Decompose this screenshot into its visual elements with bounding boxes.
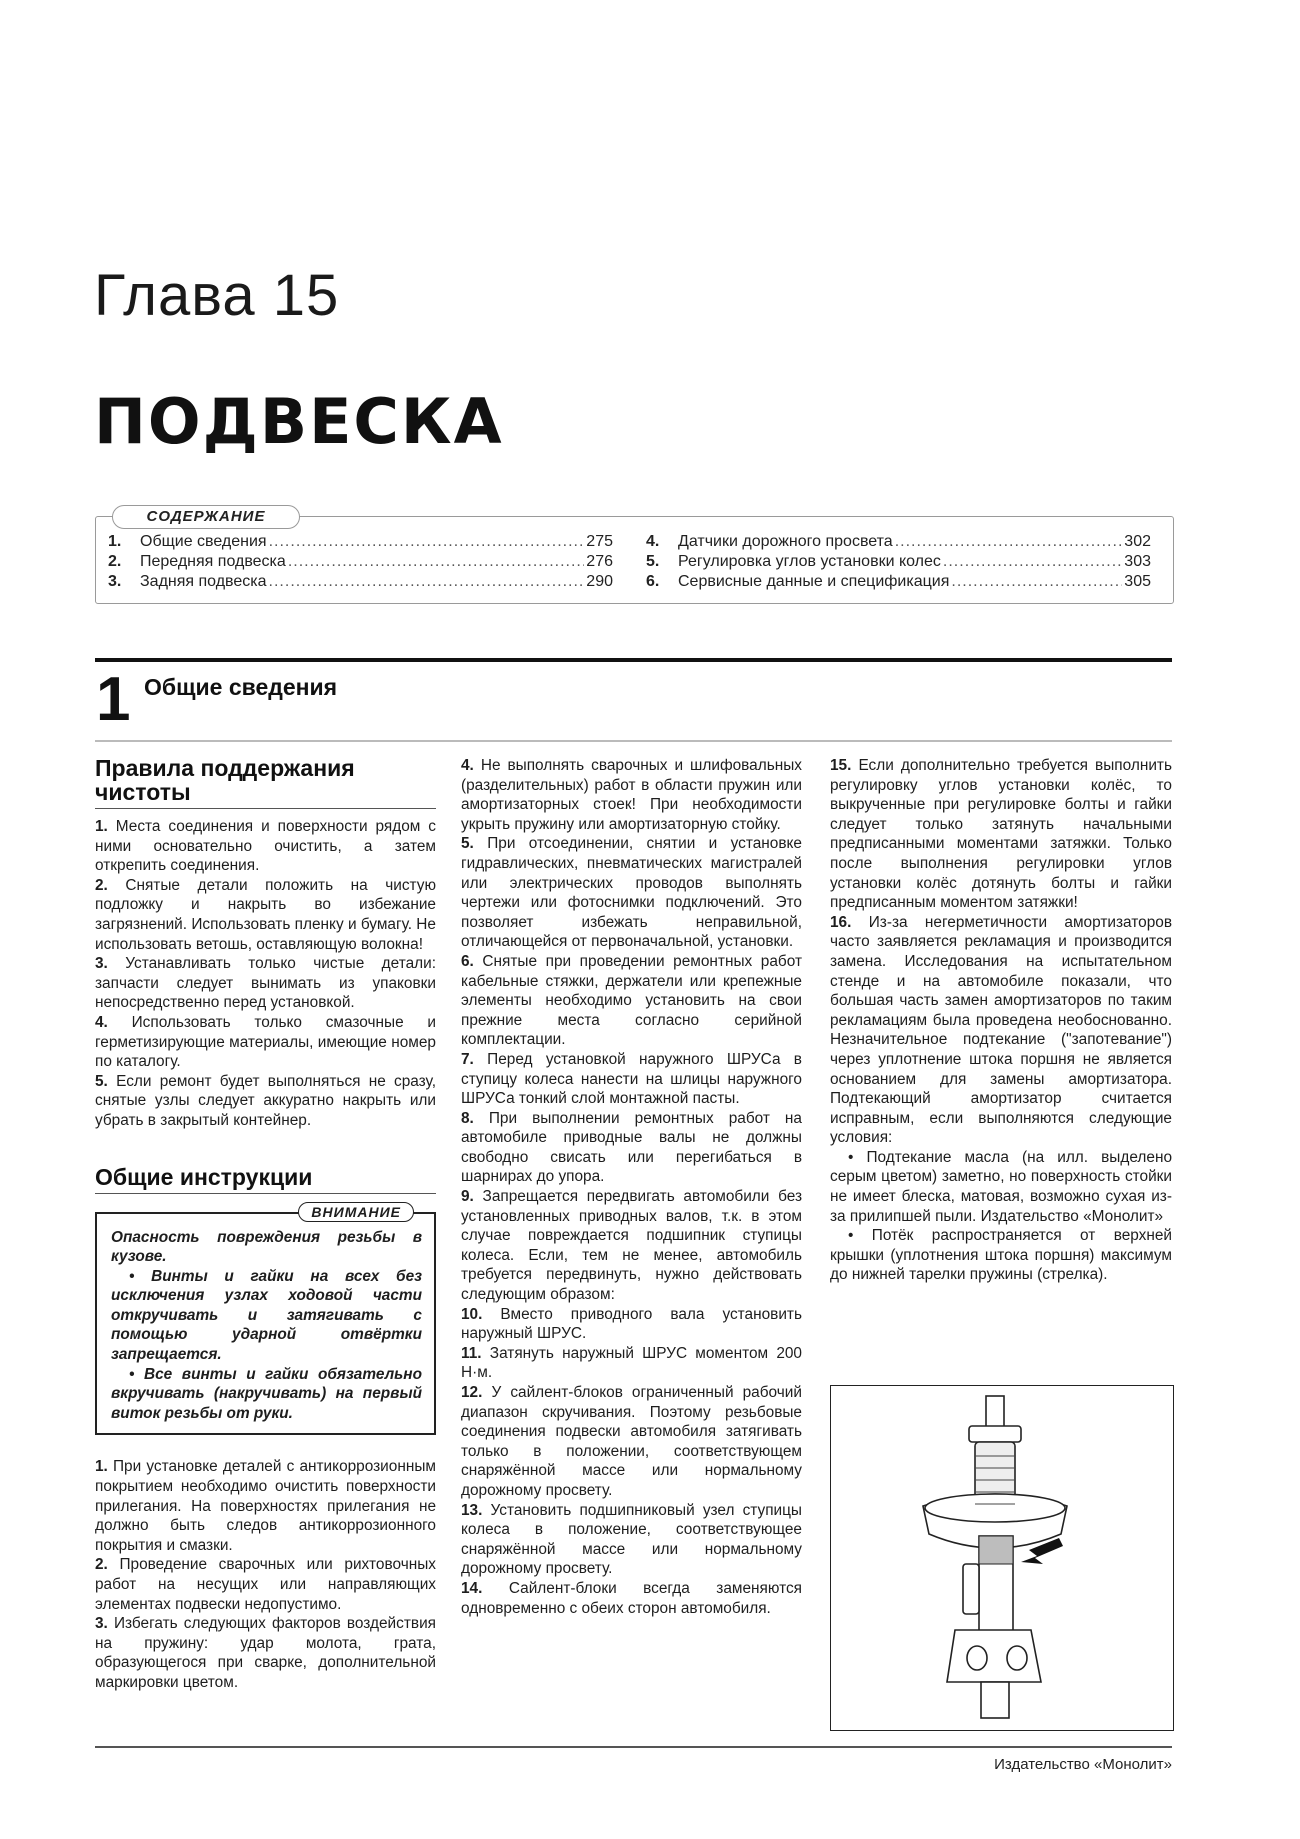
paragraph: 16. Из-за негерметичности амортизаторов часто заявляется рекламация и производится замена. Исследования на испытательном стенде и на автомобиле показали, что большая часть замен амортизаторов по таким рекламациям была проведена необоснованно. Незначительное подтекание ("запотевание") через уплотнение штока поршня не является основанием для замены амортизатора. Подтекающий амортизатор считается исправным, если выполняются следующие условия: <box>830 913 1172 1147</box>
subheading-general-instructions: Общие инструкции <box>95 1165 436 1194</box>
toc-column-right <box>646 532 1151 592</box>
paragraph: 10. Вместо приводного вала установить наружный ШРУС. <box>461 1305 802 1343</box>
subheading-cleanliness: Правила поддержания чистоты <box>95 756 436 809</box>
section-title: Общие сведения <box>144 674 338 700</box>
toc-entry[interactable]: 6. Сервисные данные и спецификация ..... 305 <box>646 572 1151 592</box>
paragraph: 11. Затянуть наружный ШРУС моментом 200 Н·м. <box>461 1344 802 1382</box>
paragraph: 1. При установке деталей с антикоррозионным покрытием необходимо очистить поверхности прилегания. На поверхностях прилегания не должно быть следов антикоррозионного покрытия и смазки. <box>95 1458 436 1554</box>
chapter-title: ПОДВЕСКА <box>94 385 504 458</box>
shock-absorber-drawing <box>831 1386 1173 1730</box>
section-rule <box>95 658 1172 662</box>
chapter-label: Глава 15 <box>94 263 340 328</box>
toc-entry[interactable]: 4. Датчики дорожного просвета ..... 302 <box>646 532 1151 552</box>
text-column-2 <box>461 756 802 1618</box>
paragraph: 2. Проведение сварочных или рихтовочных работ на несущих или направляющих элементах подвески недопустимо. <box>95 1556 436 1613</box>
toc-entry[interactable]: 1. Общие сведения ..... 275 <box>108 532 613 552</box>
paragraph: 4. Использовать только смазочные и герметизирующие материалы, имеющие номер по каталогу. <box>95 1013 436 1071</box>
toc-column-left <box>108 532 613 592</box>
warning-box: ВНИМАНИЕ Опасность повреждения резьбы в кузове. • Винты и гайки на всех без исключения узлах ходовой части откручивать и затягивать с помощью ударной отвёртки запрещается. • Все винты и гайки обязательно вкручивать (накручивать) на первый виток резьбы от руки. <box>95 1212 436 1436</box>
paragraph: 3. Устанавливать только чистые детали: запчасти следует вынимать из упаковки непосредственно перед установкой. <box>95 955 436 1012</box>
paragraph: 3. Избегать следующих факторов воздействия на пружину: удар молота, грата, образующегося при сварке, дополнительной маркировки цветом. <box>95 1615 436 1691</box>
paragraph: 14. Сайлент-блоки всегда заменяются одновременно с обеих сторон автомобиля. <box>461 1579 802 1617</box>
paragraph: 5. При отсоединении, снятии и установке гидравлических, пневматических магистралей или электрических проводов выполнять чертежи или фотоснимки подключений. Это позволяет избежать неправильной, отличающейся от первоначальной, установки. <box>461 835 802 951</box>
toc-entry[interactable]: 3. Задняя подвеска ..... 290 <box>108 572 613 592</box>
toc-entry[interactable]: 2. Передняя подвеска ..... 276 <box>108 552 613 572</box>
text-column-3 <box>830 756 1172 1285</box>
paragraph: 4. Не выполнять сварочных и шлифовальных (разделительных) работ в области пружин или амортизаторных стоек! При необходимости укрыть пружину или амортизаторную стойку. <box>461 757 802 833</box>
section-number: 1 <box>96 665 131 734</box>
footer-rule <box>95 1746 1172 1748</box>
paragraph: 13. Установить подшипниковый узел ступицы колеса в положение, соответствующее снаряжённой массе или нормальному дорожному просвету. <box>461 1501 802 1578</box>
paragraph: 12. У сайлент-блоков ограниченный рабочий диапазон скручивания. Поэтому резьбовые соединения подвески автомобиля затягивать только в положении, соответствующем снаряжённой массе или нормальному дорожному просвету. <box>461 1384 802 1499</box>
bullet: • Подтекание масла (на илл. выделено серым цветом) заметно, но поверхность стойки не имеет блеска, матовая, возможно сухая из-за прилипшей пыли. Издательство «Монолит» <box>830 1148 1172 1225</box>
paragraph: 6. Снятые при проведении ремонтных работ кабельные стяжки, держатели или крепежные элементы необходимо установить на свои прежние места согласно серийной комплектации. <box>461 952 802 1049</box>
strut-illustration <box>830 1385 1174 1731</box>
paragraph: 9. Запрещается передвигать автомобили без установленных приводных валов, т.к. в этом случае повреждается подшипник ступицы колеса. Если, тем не менее, автомобиль требуется передвинуть, нужно действовать следующим образом: <box>461 1188 802 1304</box>
paragraph: 1. Места соединения и поверхности рядом с ними основательно очистить, а затем открепить соединения. <box>95 818 436 875</box>
paragraph: 2. Снятые детали положить на чистую подложку и накрыть во избежание загрязнений. Использовать пленку и бумагу. Не использовать ветошь, оставляющую волокна! <box>95 876 436 953</box>
paragraph: 8. При выполнении ремонтных работ на автомобиле приводные валы не должны свободно свисать или перегибаться в шарнирах до упора. <box>461 1109 802 1186</box>
section-divider <box>95 740 1172 742</box>
paragraph: 5. Если ремонт будет выполняться не сразу, снятые узлы следует аккуратно накрыть или убрать в закрытый контейнер. <box>95 1072 436 1129</box>
bullet: • Потёк распространяется от верхней крышки (уплотнения штока поршня) максимум до нижней тарелки пружины (стрелка). <box>830 1227 1172 1284</box>
text-column-1 <box>95 756 436 1693</box>
paragraph: 7. Перед установкой наружного ШРУСа в ступицу колеса нанести на шлицы наружного ШРУСа тонкий слой монтажной пасты. <box>461 1050 802 1108</box>
warning-label: ВНИМАНИЕ <box>298 1202 414 1222</box>
toc-label: СОДЕРЖАНИЕ <box>112 505 300 529</box>
publisher-footer: Издательство «Монолит» <box>994 1756 1172 1773</box>
paragraph: 15. Если дополнительно требуется выполнить регулировку углов установки колёс, то выкрученные при регулировке болты и гайки следует только затянуть начальными предписанными моментами затяжки. Только после выполнения регулировки углов установки колёс дотянуть болты и гайки предписанным моментом затяжки! <box>830 757 1172 912</box>
toc-entry[interactable]: 5. Регулировка углов установки колес ..... 303 <box>646 552 1151 572</box>
